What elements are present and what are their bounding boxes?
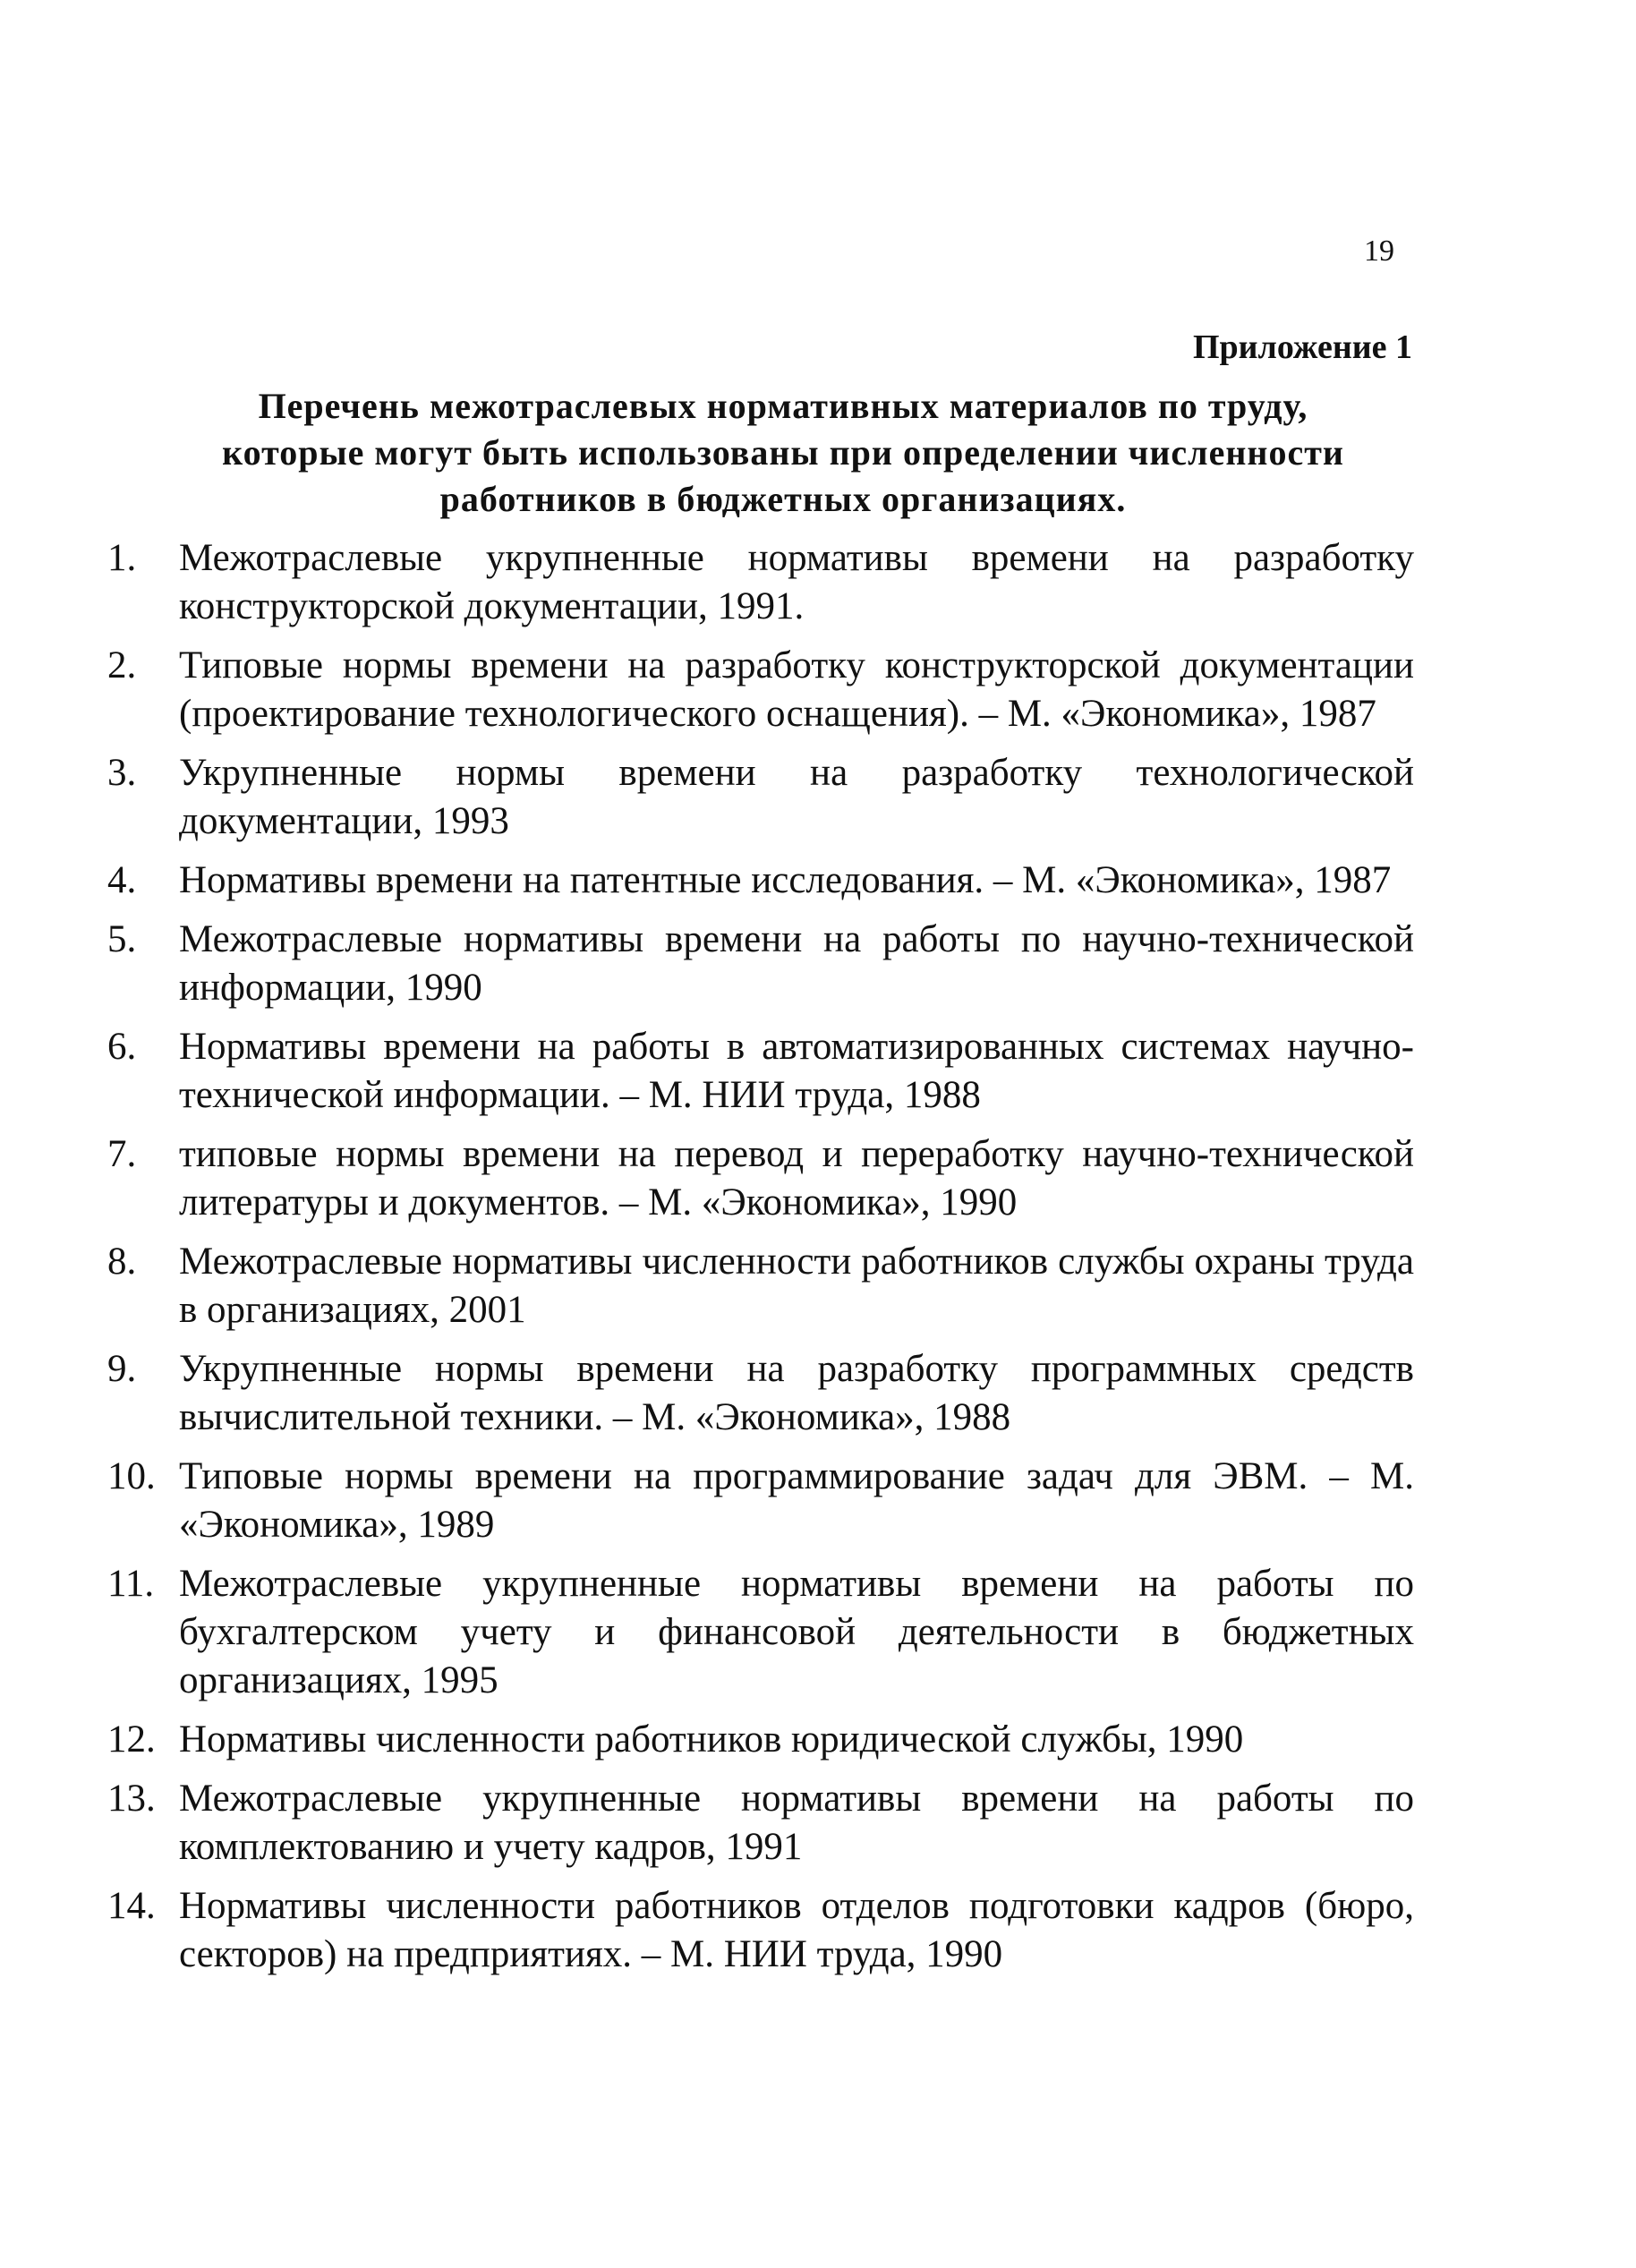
item-number: 9. xyxy=(107,1348,137,1390)
list-item xyxy=(107,1023,1414,1120)
list-item xyxy=(107,642,1414,738)
list-item xyxy=(107,534,1414,631)
page-number: 19 xyxy=(1364,234,1394,268)
title-line: которые могут быть использованы при определении численности xyxy=(222,432,1344,473)
normative-materials-list xyxy=(107,534,1414,1990)
list-item xyxy=(107,749,1414,846)
list-item xyxy=(107,1130,1414,1227)
title-line: работников в бюджетных организациях. xyxy=(439,479,1127,519)
list-item xyxy=(107,1560,1414,1705)
item-number: 11. xyxy=(107,1563,155,1605)
item-number: 3. xyxy=(107,752,137,794)
item-number: 8. xyxy=(107,1241,137,1283)
item-text: типовые нормы времени на перевод и переработку научно-технической литературы и документов. – М. «Экономика», 1990 xyxy=(179,1133,1414,1224)
item-text: Типовые нормы времени на программирование задач для ЭВМ. – М. «Экономика», 1989 xyxy=(179,1455,1414,1546)
item-number: 14. xyxy=(107,1885,156,1927)
item-text: Укрупненные нормы времени на разработку технологической документации, 1993 xyxy=(179,752,1414,842)
item-number: 5. xyxy=(107,918,137,960)
item-text: Межотраслевые укрупненные нормативы времени на работы по комплектованию и учету кадров, 1991 xyxy=(179,1778,1414,1868)
item-text: Нормативы времени на патентные исследования. – М. «Экономика», 1987 xyxy=(179,859,1392,901)
item-number: 6. xyxy=(107,1026,137,1068)
list-item xyxy=(107,1345,1414,1442)
item-text: Нормативы численности работников юридической службы, 1990 xyxy=(179,1718,1244,1761)
item-text: Укрупненные нормы времени на разработку программных средств вычислительной техники. – М. «Экономика», 1988 xyxy=(179,1348,1414,1438)
item-number: 12. xyxy=(107,1718,156,1761)
item-text: Типовые нормы времени на разработку конструкторской документации (проектирование технологического оснащения). – М. «Экономика», 1987 xyxy=(179,644,1414,735)
list-item xyxy=(107,857,1414,905)
item-text: Нормативы численности работников отделов подготовки кадров (бюро, секторов) на предприятиях. – М. НИИ труда, 1990 xyxy=(179,1885,1414,1975)
title-line: Перечень межотраслевых нормативных материалов по труду, xyxy=(258,386,1308,426)
item-text: Межотраслевые укрупненные нормативы времени на работы по бухгалтерском учету и финансовой деятельности в бюджетных организациях, 1995 xyxy=(179,1563,1414,1701)
list-item xyxy=(107,916,1414,1012)
item-text: Межотраслевые нормативы времени на работы по научно-технической информации, 1990 xyxy=(179,918,1414,1009)
item-number: 7. xyxy=(107,1133,137,1175)
item-number: 4. xyxy=(107,859,137,901)
item-number: 1. xyxy=(107,537,137,579)
list-item xyxy=(107,1775,1414,1872)
item-number: 10. xyxy=(107,1455,156,1497)
item-text: Нормативы времени на работы в автоматизированных системах научно-технической информации. – М. НИИ труда, 1988 xyxy=(179,1026,1414,1116)
item-number: 13. xyxy=(107,1778,156,1820)
item-text: Межотраслевые укрупненные нормативы времени на разработку конструкторской документации, 1991. xyxy=(179,537,1414,627)
list-item xyxy=(107,1238,1414,1334)
list-item xyxy=(107,1453,1414,1549)
item-text: Межотраслевые нормативы численности работников службы охраны труда в организациях, 2001 xyxy=(179,1241,1414,1331)
list-item xyxy=(107,1882,1414,1979)
appendix-label: Приложение 1 xyxy=(1192,328,1412,366)
item-number: 2. xyxy=(107,644,137,686)
document-title xyxy=(134,383,1432,523)
list-item xyxy=(107,1716,1414,1764)
